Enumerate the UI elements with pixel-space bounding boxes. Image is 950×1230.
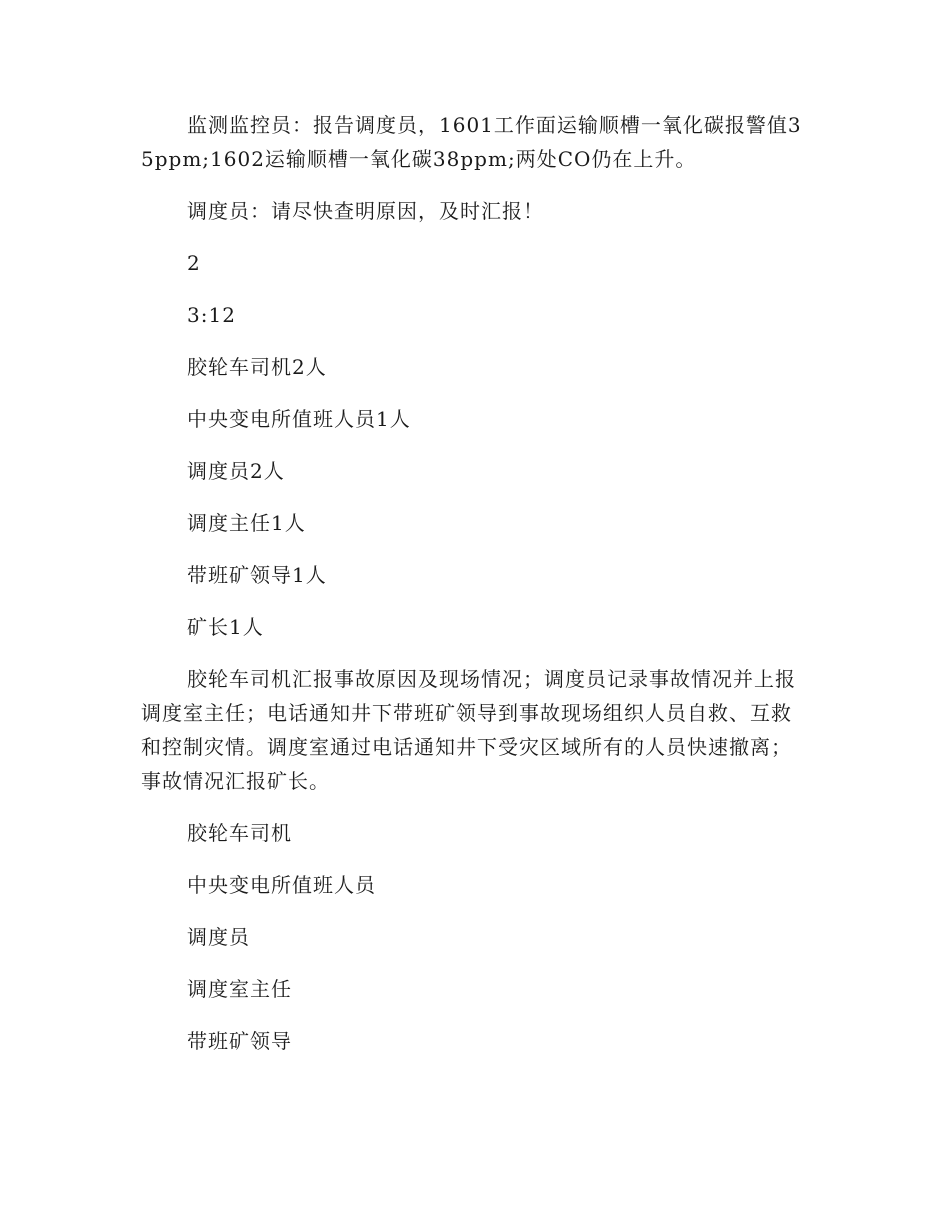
paragraph-role-dispatcher-count: 调度员2人 — [187, 459, 285, 483]
paragraph-role-dispatcher: 调度员 — [187, 925, 250, 949]
paragraph-monitor-report: 监测监控员：报告调度员，1601工作面运输顺槽一氧化碳报警值35ppm;1602运输顺槽一氧化碳38ppm;两处CO仍在上升。 — [141, 113, 802, 171]
paragraph-role-shift-leader-count: 带班矿领导1人 — [187, 563, 327, 587]
paragraph-role-driver: 胶轮车司机 — [187, 821, 292, 845]
paragraph-role-substation-count: 中央变电所值班人员1人 — [187, 407, 411, 431]
paragraph-role-director: 调度室主任 — [187, 977, 292, 1001]
document-page — [141, 108, 809, 1058]
paragraph-role-driver-count: 胶轮车司机2人 — [187, 355, 327, 379]
paragraph-role-substation: 中央变电所值班人员 — [187, 873, 376, 897]
paragraph-procedure: 胶轮车司机汇报事故原因及现场情况；调度员记录事故情况并上报调度室主任；电话通知井下带班矿领导到事故现场组织人员自救、互救和控制灾情。调度室通过电话通知井下受灾区域所有的人员快速撤离；事故情况汇报矿长。 — [141, 667, 796, 793]
paragraph-role-shift-leader: 带班矿领导 — [187, 1029, 292, 1053]
paragraph-step-number: 2 — [187, 251, 201, 275]
paragraph-time: 3:12 — [187, 303, 236, 327]
paragraph-dispatcher-reply: 调度员：请尽快查明原因，及时汇报！ — [187, 199, 544, 223]
paragraph-role-mine-manager-count: 矿长1人 — [187, 615, 264, 639]
paragraph-role-director-count: 调度主任1人 — [187, 511, 306, 535]
